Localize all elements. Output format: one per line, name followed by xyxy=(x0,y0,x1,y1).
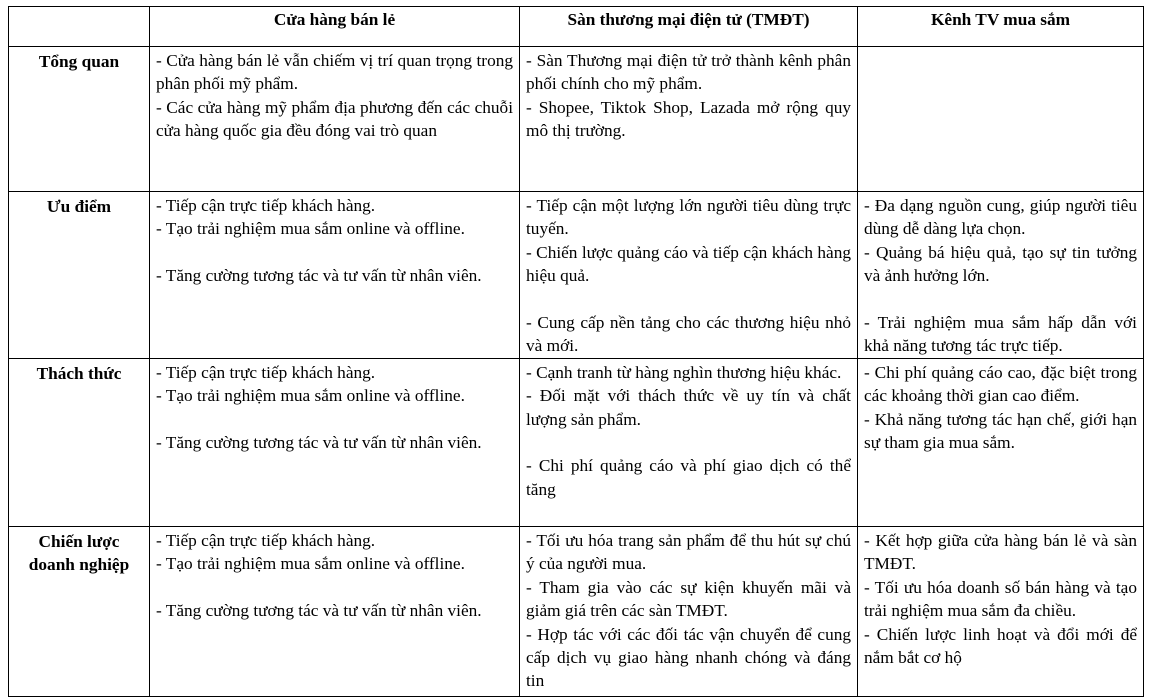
cell-line: - Đối mặt với thách thức về uy tín và chất lượng sản phẩm. xyxy=(526,386,851,429)
cell-strategy-retail xyxy=(150,527,520,697)
table-row xyxy=(9,359,1144,527)
cell-line: - Tạo trải nghiệm mua sắm online và offline. xyxy=(156,219,465,239)
cell-line: - Cạnh tranh từ hàng nghìn thương hiệu khác. xyxy=(526,363,842,382)
cell-line: - Tăng cường tương tác và tư vấn từ nhân viên. xyxy=(156,432,482,452)
cell-line: - Tạo trải nghiệm mua sắm online và offline. xyxy=(156,386,465,406)
cell-line: - Tạo trải nghiệm mua sắm online và offline. xyxy=(156,554,465,574)
cell-line: - Tiếp cận một lượng lớn người tiêu dùng trực tuyến. xyxy=(526,196,851,239)
header-retail: Cửa hàng bán lẻ xyxy=(150,7,520,47)
cell-line: - Chiến lược linh hoạt và đổi mới để nắm bắt cơ hộ xyxy=(864,624,1137,668)
cell-line: - Cửa hàng bán lẻ vẫn chiếm vị trí quan trọng trong phân phối mỹ phẩm. xyxy=(156,51,513,94)
header-corner xyxy=(9,7,150,47)
cell-line: - Tiếp cận trực tiếp khách hàng. xyxy=(156,196,376,215)
cell-line: - Chi phí quảng cáo và phí giao dịch có thể tăng xyxy=(526,456,851,499)
cell-line: - Quảng bá hiệu quả, tạo sự tin tưởng và ảnh hưởng lớn. xyxy=(864,242,1137,286)
row-label-overview: Tổng quan xyxy=(9,47,150,192)
table-row xyxy=(9,47,1144,192)
cell-line: - Chi phí quảng cáo cao, đặc biệt trong các khoảng thời gian cao điểm. xyxy=(864,363,1137,406)
table-row xyxy=(9,527,1144,697)
cell-line: - Tiếp cận trực tiếp khách hàng. xyxy=(156,531,376,550)
cell-challenges-ecommerce xyxy=(520,359,858,527)
cell-line: - Khả năng tương tác hạn chế, giới hạn sự tham gia mua sắm. xyxy=(864,409,1137,453)
cell-line: - Đa dạng nguồn cung, giúp người tiêu dùng dễ dàng lựa chọn. xyxy=(864,196,1137,239)
cell-line: - Tăng cường tương tác và tư vấn từ nhân viên. xyxy=(156,600,482,620)
cell-line: - Tăng cường tương tác và tư vấn từ nhân viên. xyxy=(156,265,482,285)
comparison-table xyxy=(8,6,1144,697)
cell-overview-retail xyxy=(150,47,520,192)
cell-line: - Hợp tác với các đối tác vận chuyển để cung cấp dịch vụ giao hàng nhanh chóng và đáng tin xyxy=(526,624,851,691)
cell-line: - Shopee, Tiktok Shop, Lazada mở rộng quy mô thị trường. xyxy=(526,97,851,141)
table-row xyxy=(9,192,1144,359)
cell-line: - Kết hợp giữa cửa hàng bán lẻ và sàn TMĐT. xyxy=(864,531,1137,574)
cell-line: - Cung cấp nền tảng cho các thương hiệu nhỏ và mới. xyxy=(526,312,851,356)
cell-challenges-retail xyxy=(150,359,520,527)
cell-overview-ecommerce xyxy=(520,47,858,192)
cell-advantages-ecommerce xyxy=(520,192,858,359)
cell-strategy-ecommerce xyxy=(520,527,858,697)
cell-line: - Tham gia vào các sự kiện khuyến mãi và giảm giá trên các sàn TMĐT. xyxy=(526,577,851,621)
header-ecommerce: Sàn thương mại điện tử (TMĐT) xyxy=(520,7,858,47)
row-label-advantages: Ưu điểm xyxy=(9,192,150,359)
cell-line: - Trải nghiệm mua sắm hấp dẫn với khả năng tương tác trực tiếp. xyxy=(864,312,1137,356)
cell-challenges-tv xyxy=(858,359,1144,527)
row-label-strategy: Chiến lược doanh nghiệp xyxy=(9,527,150,697)
cell-strategy-tv xyxy=(858,527,1144,697)
cell-line: - Sàn Thương mại điện tử trở thành kênh phân phối chính cho mỹ phẩm. xyxy=(526,51,851,94)
cell-advantages-tv xyxy=(858,192,1144,359)
row-label-challenges: Thách thức xyxy=(9,359,150,527)
cell-line: - Chiến lược quảng cáo và tiếp cận khách hàng hiệu quả. xyxy=(526,242,851,286)
cell-advantages-retail xyxy=(150,192,520,359)
cell-line: - Tiếp cận trực tiếp khách hàng. xyxy=(156,363,376,382)
header-row xyxy=(9,7,1144,47)
cell-line: - Tối ưu hóa trang sản phẩm để thu hút sự chú ý của người mua. xyxy=(526,531,851,574)
cell-line: - Các cửa hàng mỹ phẩm địa phương đến các chuỗi cửa hàng quốc gia đều đóng vai trò quan xyxy=(156,97,513,141)
cell-line: - Tối ưu hóa doanh số bán hàng và tạo trải nghiệm mua sắm đa chiều. xyxy=(864,577,1137,621)
header-tv-shopping: Kênh TV mua sắm xyxy=(858,7,1144,47)
cell-overview-tv xyxy=(858,47,1144,192)
